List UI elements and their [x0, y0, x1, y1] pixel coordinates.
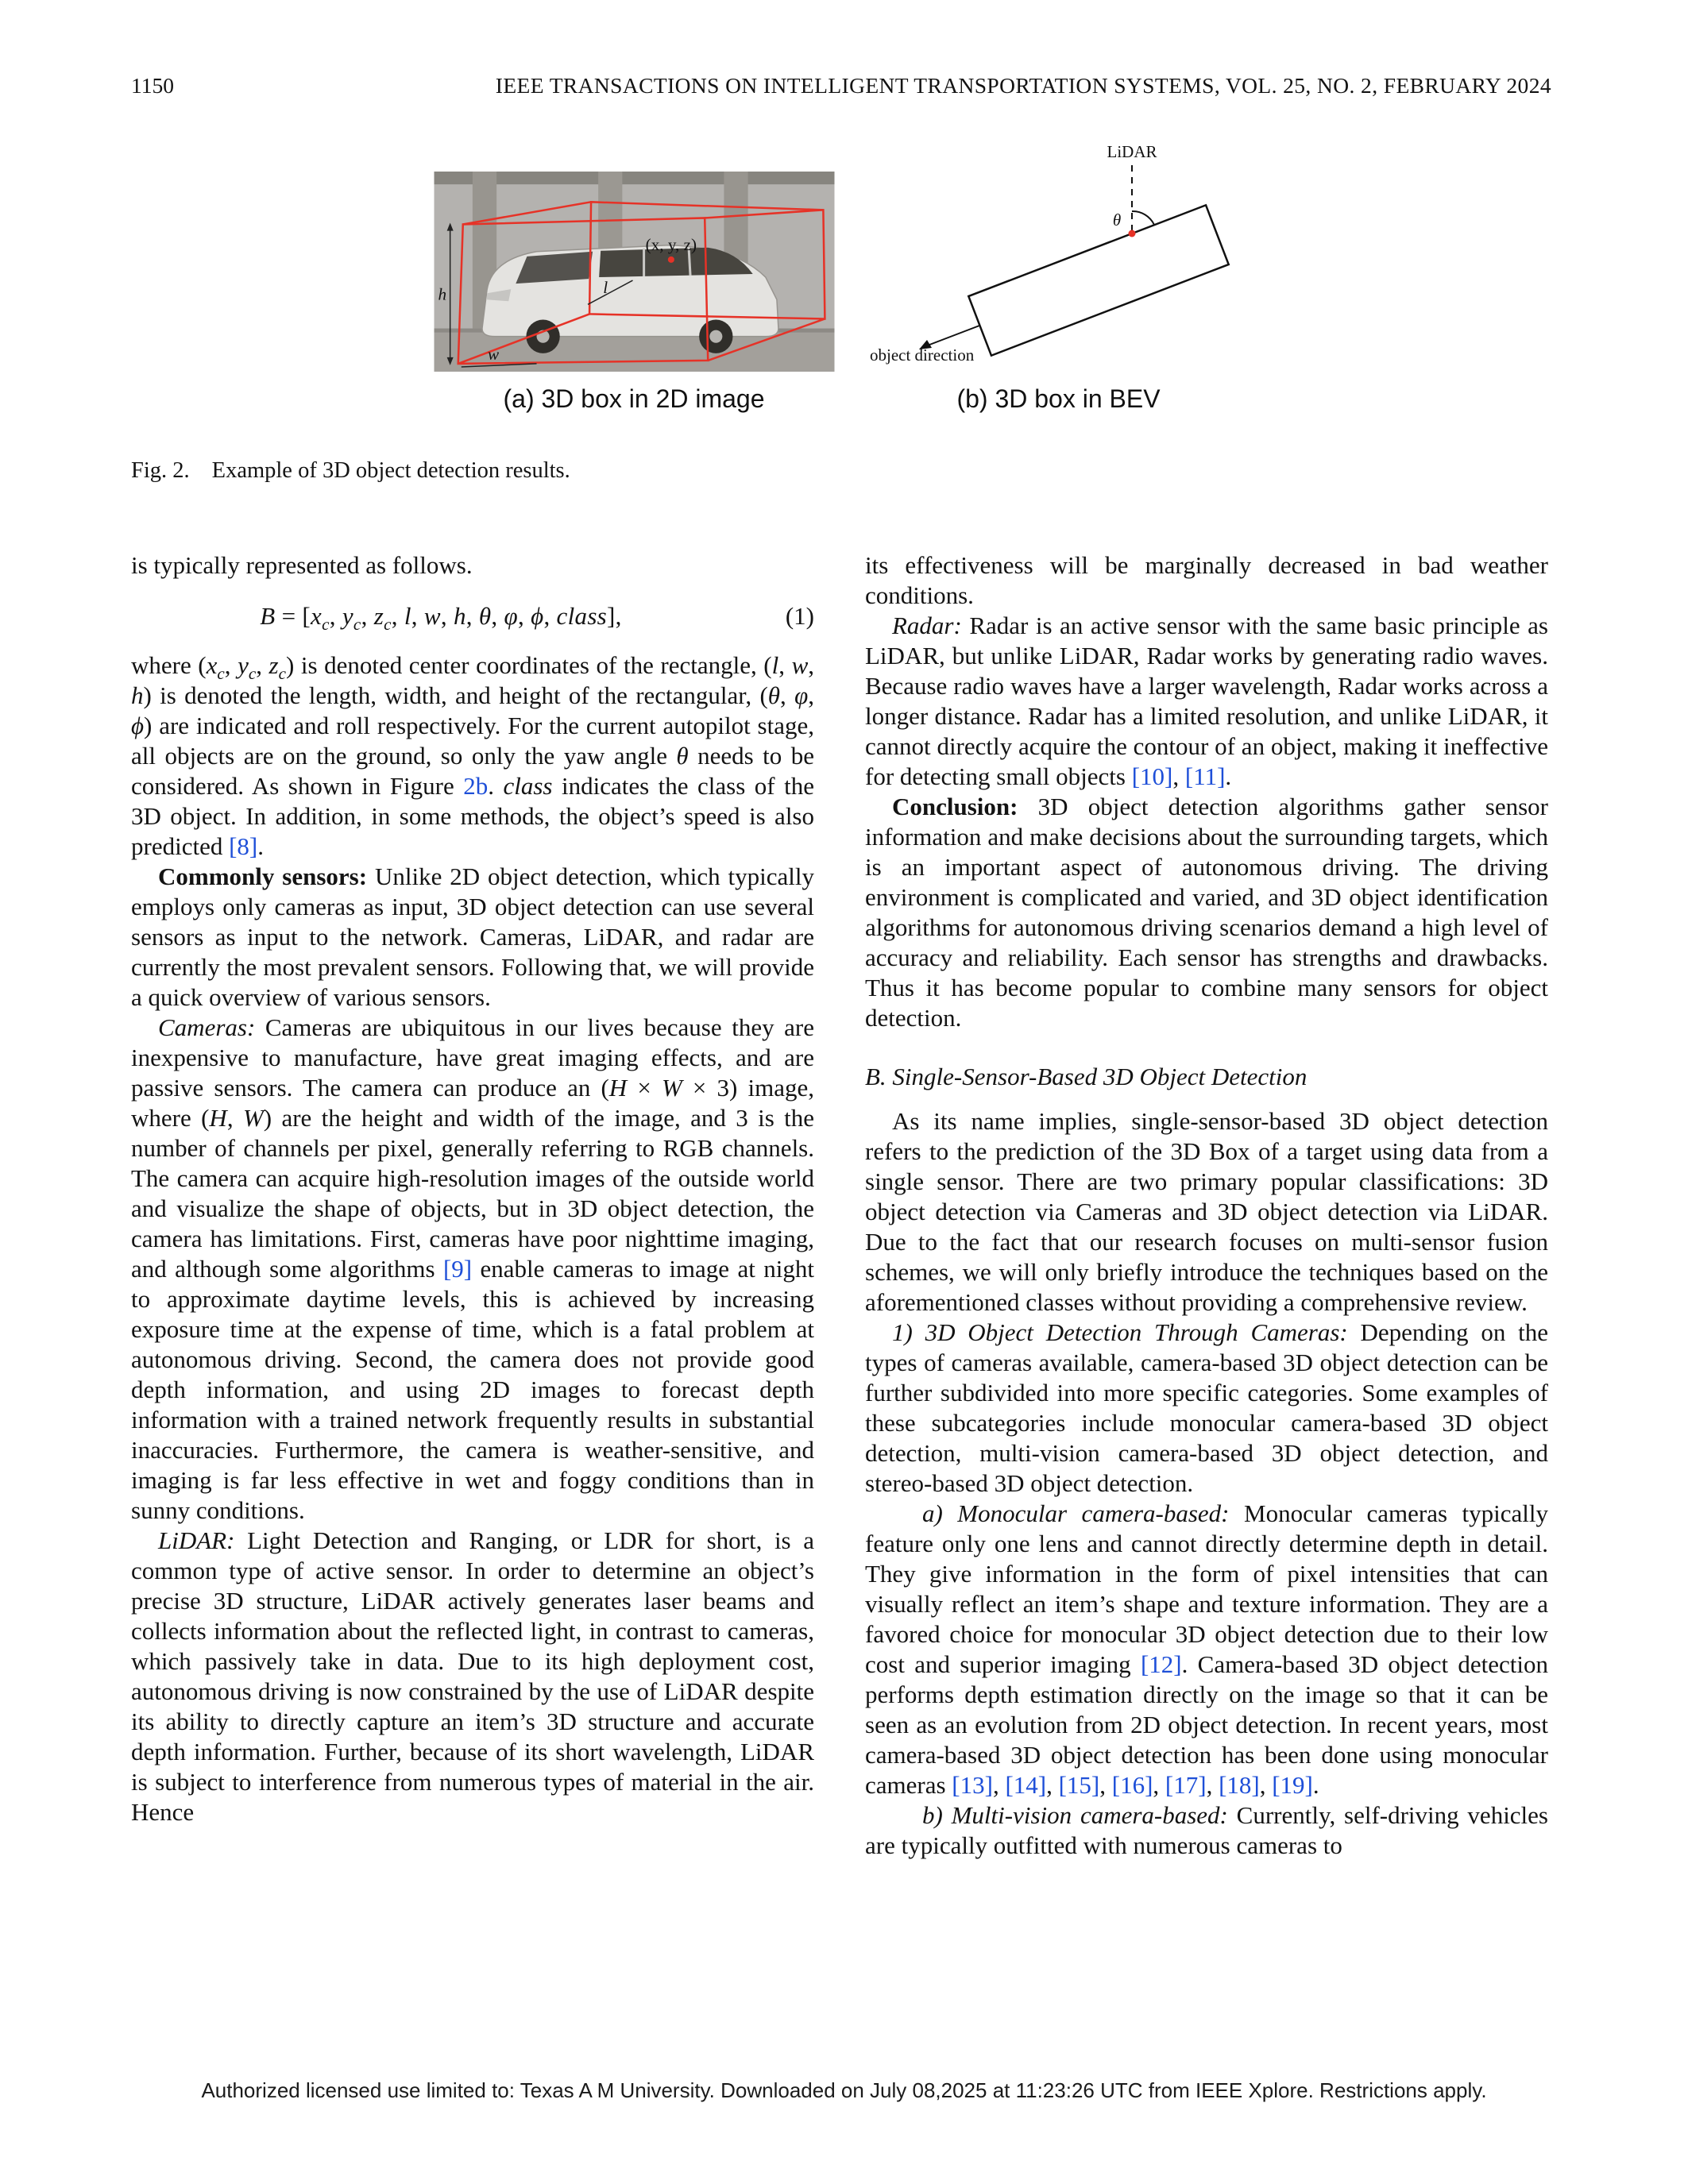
text-segment: Depending on the types of cameras available, camera-based 3D object detection can be further subdivided into more specific categories. Some examples of these subcategories include monocular camera-based 3D object detection, multi-vision camera-based 3D object detection, and stereo-based 3D object detection. [865, 1318, 1549, 1497]
paragraph [131, 1013, 814, 1526]
text-segment: . Camera-based 3D object detection performs depth estimation directly on the image so that it can be seen as an evolution from 2D object detection. In recent years, most camera-based 3D object detection has been done using monocular cameras [865, 1650, 1548, 1799]
text-segment: ϕ [531, 602, 544, 630]
citation-link[interactable]: [15] [1058, 1771, 1100, 1799]
text-segment: , [543, 602, 557, 630]
object-direction-label: object direction [869, 345, 974, 365]
center-coordinates-label: (x, y, z) [645, 234, 697, 254]
text-segment: ) are the height and width of the image, and 3 is the number of channels per pixel, generally referring to RGB channels. The camera can acquire high-resolution images of the outside world and visualize the shape of objects, but in 3D object detection, the camera has limitations. First, cameras have poor nighttime imaging, and although some algorithms [131, 1104, 814, 1283]
text-segment: Currently, self-driving vehicles are typically outfitted with numerous cameras to [865, 1801, 1548, 1859]
figure-caption [131, 458, 1551, 484]
citation-link[interactable]: [10] [1131, 762, 1173, 790]
text-segment: h [131, 681, 144, 709]
text-segment: , [778, 651, 792, 679]
text-segment: class [556, 602, 608, 630]
text-segment: = [ [275, 602, 311, 630]
text-segment: Commonly sensors: [158, 862, 375, 890]
length-label: l [602, 278, 608, 298]
text-segment: y [238, 651, 249, 679]
text-segment: z [373, 602, 384, 630]
text-segment: indicates the class of the 3D object. In addition, in some methods, the object’s speed is also predicted [131, 772, 814, 860]
object-center-dot [1128, 230, 1135, 237]
running-header [131, 73, 1551, 98]
text-segment: enable cameras to image at night to approximate daytime levels, this is achieved by increasing exposure time at the expense of time, which is a fatal problem at autonomous driving. Second, the camera does not provide good depth information, and using 2D images to forecast depth information with a trained network frequently results in substantial inaccuracies. Furthermore, the camera is weather-sensitive, and imaging is far less effective in wet and foggy conditions than in sunny conditions. [131, 1255, 814, 1524]
paragraph [865, 1800, 1548, 1861]
subfigure-a [434, 172, 835, 414]
text-segment: ϕ [131, 712, 145, 739]
text-segment: , [391, 602, 404, 630]
text-segment: , [440, 602, 454, 630]
text-segment: φ [504, 602, 518, 630]
text-segment: , [1172, 762, 1185, 790]
text-segment: × 3) image, where ( [131, 1074, 814, 1132]
citation-link[interactable]: [12] [1140, 1650, 1182, 1678]
subfigure-b-image [868, 141, 1250, 372]
citation-link[interactable]: 2b [463, 772, 489, 800]
text-segment: class [503, 772, 553, 800]
width-label: w [487, 344, 499, 364]
text-segment: w [423, 602, 441, 630]
text-segment: its effectiveness will be marginally decreased in bad weather conditions. [865, 551, 1548, 609]
text-segment: x [311, 602, 323, 630]
text-segment: needs to be considered. As shown in Figure [131, 742, 814, 800]
figure-2 [131, 141, 1551, 414]
citation-link[interactable]: [8] [229, 832, 258, 860]
text-segment: l [404, 602, 411, 630]
citation-link[interactable]: [9] [442, 1255, 473, 1283]
object-bev-box [968, 205, 1228, 355]
subfigure-a-image [434, 172, 835, 372]
paragraph [131, 650, 814, 862]
text-segment: a) Monocular camera-based: [922, 1499, 1244, 1527]
text-segment: c [217, 664, 225, 684]
citation-link[interactable]: [13] [952, 1771, 993, 1799]
citation-link[interactable]: [17] [1165, 1771, 1207, 1799]
text-segment: c [248, 664, 257, 684]
text-segment: , [992, 1771, 1006, 1799]
text-segment: l [771, 651, 779, 679]
text-segment: , [224, 651, 238, 679]
text-segment: c [322, 615, 330, 635]
text-segment: w [791, 651, 809, 679]
text-segment: , [517, 602, 531, 630]
text-segment: c [353, 615, 361, 635]
text-segment: , [256, 651, 269, 679]
text-segment: , [1153, 1771, 1165, 1799]
paragraph [865, 550, 1548, 611]
text-segment: θ [676, 742, 689, 770]
paragraph [865, 1318, 1548, 1499]
figure-caption-text: Example of 3D object detection results. [211, 458, 570, 483]
paragraph [865, 611, 1548, 792]
text-segment: c [384, 615, 392, 635]
text-segment: H [608, 1074, 628, 1102]
text-segment: B. Single-Sensor-Based 3D Object Detection [865, 1063, 1308, 1090]
theta-label: θ [1112, 210, 1121, 230]
citation-link[interactable]: [14] [1005, 1771, 1047, 1799]
citation-link[interactable]: [11] [1184, 762, 1226, 790]
text-segment: θ [478, 602, 492, 630]
equation-number: (1) [785, 602, 814, 630]
text-segment: Cameras: [158, 1013, 265, 1041]
text-segment: , [329, 602, 342, 630]
text-segment: , [361, 602, 374, 630]
journal-title: IEEE TRANSACTIONS ON INTELLIGENT TRANSPORTATION SYSTEMS, VOL. 25, NO. 2, FEBRUARY 2024 [495, 73, 1551, 98]
text-segment: θ [767, 681, 781, 709]
text-segment: , [1259, 1771, 1273, 1799]
paragraph [131, 862, 814, 1013]
text-segment: , [1099, 1771, 1112, 1799]
text-segment: . [1312, 1771, 1319, 1799]
right-column [865, 550, 1548, 1861]
text-segment: . [257, 832, 264, 860]
citation-link[interactable]: [16] [1111, 1771, 1153, 1799]
text-segment: , [1046, 1771, 1059, 1799]
paragraph [865, 1106, 1548, 1318]
text-segment: c [278, 664, 286, 684]
text-segment: , [808, 681, 814, 709]
text-segment: , [808, 651, 815, 679]
text-segment: , [411, 602, 424, 630]
text-segment: Radar: [892, 612, 970, 639]
text-segment: b) Multi-vision camera-based: [922, 1801, 1237, 1829]
text-segment: H [209, 1104, 227, 1132]
text-segment: ) is denoted the length, width, and height of the rectangular, ( [143, 681, 768, 709]
text-segment: z [268, 651, 279, 679]
text-segment: Radar is an active sensor with the same basic principle as LiDAR, but unlike LiDAR, Radar works by generating radio waves. Because radio waves have a larger wavelength, Radar works across a longer distance. Radar has a limited resolution, and unlike LiDAR, it cannot directly acquire the contour of an object, making it ineffective for detecting small objects [865, 612, 1548, 790]
section-heading [865, 1062, 1548, 1092]
height-label: h [438, 284, 446, 304]
subfigure-a-caption: (a) 3D box in 2D image [503, 384, 765, 413]
lidar-label: LiDAR [1107, 142, 1157, 161]
text-segment: φ [794, 681, 809, 709]
text-segment: Monocular cameras typically feature only one lens and cannot directly determine depth in detail. They give information in the form of pixel intensities that can visually reflect an item’s shape and texture information. They are a favored choice for monocular 3D object detection due to their low cost and superior imaging [865, 1499, 1549, 1678]
text-segment: 1) 3D Object Detection Through Cameras: [892, 1318, 1361, 1346]
text-segment: As its name implies, single-sensor-based 3D object detection refers to the prediction of the 3D Box of a target using data from a single sensor. There are two primary popular classifications: 3D object detection via Cameras and 3D object detection via LiDAR. Due to the fact that our research focuses on multi-sensor fusion schemes, we will only briefly introduce the techniques based on the aforementioned classes without providing a comprehensive review. [865, 1107, 1548, 1316]
text-segment: LiDAR: [158, 1526, 248, 1554]
page-number: 1150 [131, 73, 174, 98]
citation-link[interactable]: [18] [1219, 1771, 1260, 1799]
left-column [131, 550, 814, 1861]
text-segment: ], [607, 602, 622, 630]
paragraph [865, 792, 1548, 1033]
equation [131, 601, 814, 635]
paragraph [131, 550, 814, 581]
text-segment: , [491, 602, 504, 630]
text-segment: 3D object detection algorithms gather sensor information and make decisions about the surrounding targets, which is an important aspect of autonomous driving. The driving environment is complicated and varied, and 3D object identification algorithms for autonomous driving scenarios demand a high level of accuracy and reliability. Each sensor has strengths and drawbacks. Thus it has become popular to combine many sensors for object detection. [865, 793, 1548, 1032]
paragraph [131, 1526, 814, 1827]
text-segment: Conclusion: [892, 793, 1038, 820]
text-segment: . [488, 772, 504, 800]
text-segment: W [242, 1104, 264, 1132]
text-segment: Light Detection and Ranging, or LDR for short, is a common type of active sensor. In order to determine an object’s precise 3D structure, LiDAR actively generates laser beams and collects information about the reflected light, in contrast to cameras, which passively take in data. Due to its high deployment cost, autonomous driving is now constrained by the use of LiDAR despite its ability to directly capture an item’s 3D structure and accurate depth information. Further, because of its short wavelength, LiDAR is subject to interference from numerous types of material in the air. Hence [131, 1526, 814, 1826]
citation-link[interactable]: [19] [1272, 1771, 1313, 1799]
text-segment: y [342, 602, 353, 630]
text-segment: , [780, 681, 795, 709]
box-center-dot [667, 257, 674, 263]
text-segment: Cameras are ubiquitous in our lives because they are inexpensive to manufacture, have great imaging effects, and are passive sensors. The camera can produce an ( [131, 1013, 814, 1102]
text-segment: ) are indicated and roll respectively. For the current autopilot stage, all objects are on the ground, so only the yaw angle [131, 712, 814, 770]
text-segment: x [206, 651, 218, 679]
two-column-body [131, 550, 1551, 1861]
text-segment: , [1206, 1771, 1219, 1799]
text-segment: ) is denoted center coordinates of the rectangle, ( [285, 651, 772, 679]
paragraph [865, 1499, 1548, 1800]
theta-arc [1132, 211, 1154, 225]
text-segment: is typically represented as follows. [131, 551, 473, 579]
text-segment: W [661, 1074, 682, 1102]
text-segment: . [1225, 762, 1232, 790]
text-segment: where ( [131, 651, 207, 679]
subfigure-b-caption: (b) 3D box in BEV [956, 384, 1161, 413]
subfigure-b [868, 141, 1250, 414]
text-segment: , [226, 1104, 243, 1132]
text-segment: Unlike 2D object detection, which typically employs only cameras as input, 3D object detection can use several sensors as input to the network. Cameras, LiDAR, and radar are currently the most prevalent sensors. Following that, we will provide a quick overview of various sensors. [131, 862, 814, 1011]
text-segment: , [465, 602, 479, 630]
figure-caption-label: Fig. 2. [131, 458, 190, 483]
license-footer: Authorized licensed use limited to: Texas A M University. Downloaded on July 08,2025 at 11:23:26 UTC from IEEE Xplore. Restrictions apply. [201, 2078, 1487, 2102]
text-segment: h [453, 602, 466, 630]
text-segment: B [260, 602, 276, 630]
text-segment: × [627, 1074, 662, 1102]
equation-body [131, 601, 751, 635]
